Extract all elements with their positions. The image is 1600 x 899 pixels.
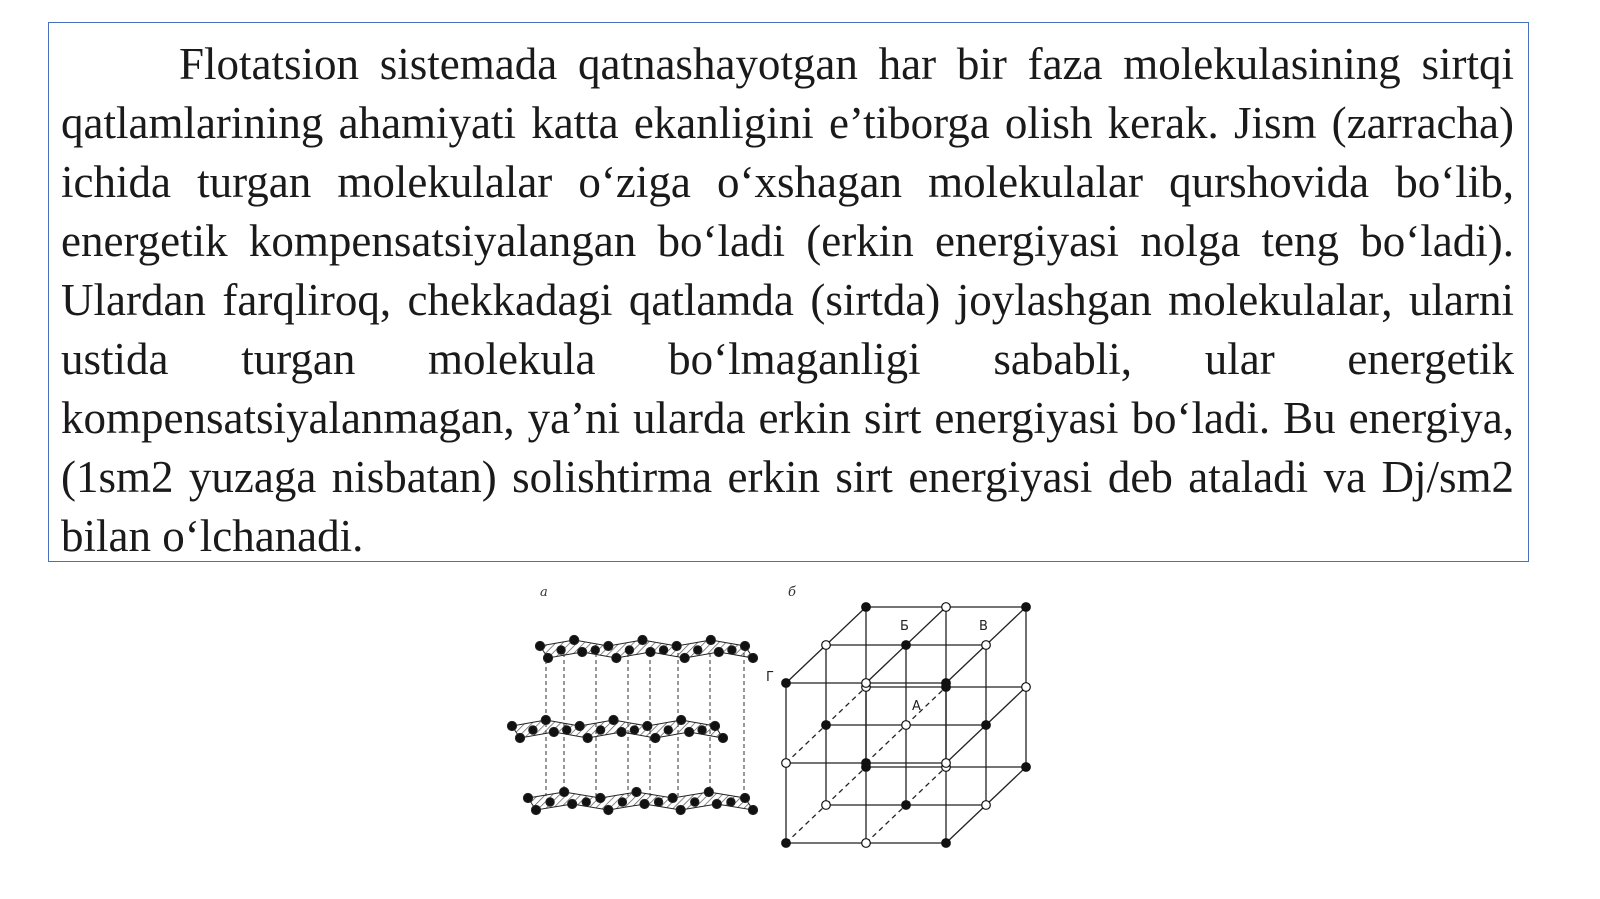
lattice-edge-line <box>986 687 1026 725</box>
carbon-atom-dot <box>643 721 652 730</box>
lattice-edge-line <box>866 725 906 763</box>
open-lattice-point <box>862 839 871 848</box>
carbon-atom-dot <box>640 799 649 808</box>
carbon-atom-dot <box>560 787 569 796</box>
filled-lattice-point <box>782 839 791 848</box>
carbon-atom-dot <box>570 635 579 644</box>
carbon-atom-dot <box>718 733 727 742</box>
body-paragraph: Flotatsion sistemada qatnashayotgan har bir faza molekulasining sirtqi qatlamlarining ahamiyati katta ekanligini e’tiborga olish kerak. Jism (zarracha) ichida turgan molekulalar o‘ziga o‘xshagan molekulalar qurshovida bo‘lib, energetik kompensatsiyalangan bo‘ladi (erkin energiyasi nolga teng bo‘ladi). Ulardan farqliroq, chekkadagi qatlamda (sirtda) joylashgan molekulalar, ularni ustida turgan molekula bo‘lmaganligi sababli, ular energetik kompensatsiyalanmagan, ya’ni ularda erkin sirt energiyasi bo‘ladi. Bu energiya, (1sm2 yuzaga nisbatan) solishtirma erkin sirt energiyasi deb ataladi va Dj/sm2 bilan o‘lchanadi. <box>61 39 1514 561</box>
open-lattice-point <box>982 641 991 650</box>
carbon-atom-dot <box>638 635 647 644</box>
lattice-edge-line <box>866 805 906 843</box>
filled-lattice-point <box>862 759 871 768</box>
lattice-edge-line <box>826 687 866 725</box>
carbon-atom-dot <box>710 721 719 730</box>
carbon-atom-dot <box>654 798 662 806</box>
carbon-atom-dot <box>523 793 532 802</box>
carbon-atom-dot <box>651 733 660 742</box>
lattice-edge-line <box>946 645 986 683</box>
lattice-edge-line <box>946 725 986 763</box>
point-label-g: Г <box>766 670 774 685</box>
filled-lattice-point <box>862 603 871 612</box>
carbon-atom-dot <box>677 715 686 724</box>
carbon-atom-dot <box>691 798 699 806</box>
filled-lattice-point <box>902 801 911 810</box>
carbon-atom-dot <box>568 799 577 808</box>
carbon-atom-dot <box>582 798 590 806</box>
lattice-edge-line <box>786 725 826 763</box>
carbon-atom-dot <box>531 805 540 814</box>
carbon-atom-dot <box>632 787 641 796</box>
carbon-atom-dot <box>676 805 685 814</box>
carbon-atom-dot <box>596 793 605 802</box>
carbon-atom-dot <box>740 793 749 802</box>
panel-a-label: а <box>540 585 548 600</box>
lattice-edge-line <box>986 607 1026 645</box>
open-lattice-point <box>902 721 911 730</box>
lattice-edge-line <box>826 767 866 805</box>
cubic-lattice-diagram <box>782 603 1031 848</box>
lattice-edge-line <box>866 645 906 683</box>
carbon-atom-dot <box>604 641 613 650</box>
text-frame <box>48 22 1529 562</box>
point-label-a: А <box>912 699 921 714</box>
filled-lattice-point <box>942 839 951 848</box>
carbon-atom-dot <box>612 653 621 662</box>
carbon-atom-dot <box>646 647 655 656</box>
lattice-edge-line <box>946 805 986 843</box>
open-lattice-point <box>1022 683 1031 692</box>
open-lattice-point <box>862 679 871 688</box>
carbon-atom-dot <box>706 635 715 644</box>
carbon-atom-dot <box>727 798 735 806</box>
carbon-atom-dot <box>630 726 638 734</box>
carbon-atom-dot <box>712 799 721 808</box>
filled-lattice-point <box>1022 603 1031 612</box>
carbon-atom-dot <box>543 653 552 662</box>
carbon-atom-dot <box>591 646 599 654</box>
carbon-atom-dot <box>694 646 702 654</box>
carbon-atom-dot <box>575 721 584 730</box>
carbon-atom-dot <box>714 647 723 656</box>
carbon-atom-dot <box>659 646 667 654</box>
carbon-atom-dot <box>748 805 757 814</box>
carbon-atom-dot <box>609 715 618 724</box>
carbon-atom-dot <box>685 727 694 736</box>
carbon-atom-dot <box>748 653 757 662</box>
lattice-edge-line <box>906 767 946 805</box>
filled-lattice-point <box>942 679 951 688</box>
open-lattice-point <box>942 603 951 612</box>
open-lattice-point <box>782 759 791 768</box>
carbon-atom-dot <box>728 646 736 654</box>
filled-lattice-point <box>822 721 831 730</box>
open-lattice-point <box>942 759 951 768</box>
open-lattice-point <box>982 801 991 810</box>
carbon-atom-dot <box>625 646 633 654</box>
carbon-atom-dot <box>668 793 677 802</box>
carbon-atom-dot <box>546 798 554 806</box>
filled-lattice-point <box>902 641 911 650</box>
carbon-atom-dot <box>664 726 672 734</box>
carbon-atom-dot <box>618 798 626 806</box>
carbon-atom-dot <box>672 641 681 650</box>
carbon-atom-dot <box>704 787 713 796</box>
carbon-atom-dot <box>557 646 565 654</box>
carbon-atom-dot <box>563 726 571 734</box>
filled-lattice-point <box>982 721 991 730</box>
carbon-atom-dot <box>515 733 524 742</box>
lattice-edge-line <box>826 607 866 645</box>
filled-lattice-point <box>1022 763 1031 772</box>
point-label-v: В <box>979 619 988 634</box>
carbon-atom-dot <box>604 805 613 814</box>
lattice-edge-line <box>786 805 826 843</box>
carbon-atom-dot <box>507 721 516 730</box>
carbon-atom-dot <box>698 726 706 734</box>
carbon-atom-dot <box>617 727 626 736</box>
lattice-diagram <box>500 578 1060 868</box>
lattice-edge-line <box>786 645 826 683</box>
panel-b-label: б <box>788 585 796 600</box>
open-lattice-point <box>822 641 831 650</box>
carbon-atom-dot <box>529 726 537 734</box>
open-lattice-point <box>822 801 831 810</box>
graphite-layers-diagram <box>507 635 757 814</box>
point-label-b: Б <box>900 619 909 634</box>
carbon-atom-dot <box>549 727 558 736</box>
carbon-atom-dot <box>596 726 604 734</box>
carbon-atom-dot <box>740 641 749 650</box>
carbon-atom-dot <box>578 647 587 656</box>
lattice-edge-line <box>986 767 1026 805</box>
carbon-atom-dot <box>535 641 544 650</box>
carbon-atom-dot <box>680 653 689 662</box>
carbon-atom-dot <box>583 733 592 742</box>
filled-lattice-point <box>782 679 791 688</box>
crystal-lattice-figure <box>500 578 1060 868</box>
lattice-edge-line <box>906 607 946 645</box>
carbon-atom-dot <box>541 715 550 724</box>
